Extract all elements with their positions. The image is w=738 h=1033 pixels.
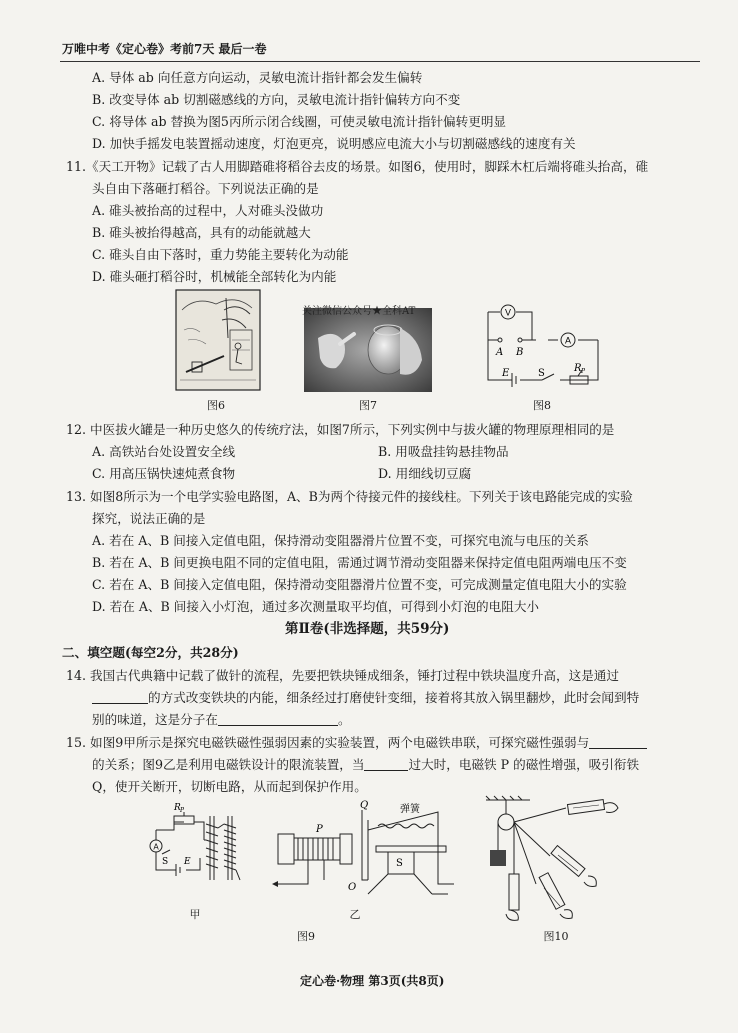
q14-line3-text: 别的味道，这是分子在: [92, 712, 218, 727]
q13-stem-line1: 13. 如图8所示为一个电学实验电路图，A、B为两个待接元件的接线柱。下列关于该电路能完成的实验: [66, 489, 633, 504]
figure-8-circuit: [478, 300, 608, 392]
figure-9a-caption: 甲: [189, 908, 201, 921]
figure-9a-circuit: [140, 800, 250, 890]
q15-line2-text-b: 过大时，电磁铁 P 的磁性增强，吸引衔铁: [408, 757, 640, 772]
figure-7-caption: 图7: [359, 399, 377, 412]
q11-stem-line1: 11.《天工开物》记载了古人用脚踏碓将稻谷去皮的场景。如图6，使用时，脚踩木杠后端将碓头抬高，碓: [66, 159, 649, 174]
q15-line2: [92, 755, 639, 774]
fig9a-label-s: S: [162, 857, 169, 867]
q12-option-b: B. 用吸盘挂钩悬挂物品: [378, 444, 509, 459]
q12-stem: 12. 中医拔火罐是一种历史悠久的传统疗法，如图7所示，下列实例中与拔火罐的物理原理相同的是: [66, 422, 615, 437]
figure-10-caption: 图10: [543, 930, 569, 943]
q13-stem-line2: 探究，说法正确的是: [92, 511, 206, 526]
fig8-label-s: S: [538, 368, 545, 379]
q12-option-a: A. 高铁站台处设置安全线: [92, 444, 236, 459]
part2-title: 第Ⅱ卷(非选择题，共59分): [285, 621, 450, 637]
fig9a-label-e: E: [184, 857, 191, 867]
fig9a-label-rp-sub: P: [180, 807, 185, 814]
q11-option-c: C. 碓头自由下落时，重力势能主要转化为动能: [92, 247, 349, 262]
q14-blank-1[interactable]: [92, 690, 148, 704]
figure-9-caption: 图9: [297, 930, 315, 943]
q13-option-b: B. 若在 A、B 间更换电阻不同的定值电阻，需通过调节滑动变阻器来保持定值电阻两端电压不变: [92, 555, 627, 570]
fig9a-label-rp: R: [174, 803, 181, 813]
q12-option-d: D. 用细线切豆腐: [378, 466, 472, 481]
q10-option-d: D. 加快手摇发电装置摇动速度，灯泡更亮，说明感应电流大小与切割磁感线的速度有关: [92, 136, 576, 151]
figure-8-caption: 图8: [533, 399, 551, 412]
fig8-label-rp: R: [574, 363, 582, 374]
q11-stem-line2: 头自由下落砸打稻谷。下列说法正确的是: [92, 181, 319, 196]
fig8-label-rp-sub: P: [581, 368, 586, 375]
fig9b-label-p: P: [316, 824, 323, 835]
q10-option-b: B. 改变导体 ab 切割磁感线的方向，灵敏电流计指针偏转方向不变: [92, 92, 461, 107]
page-header: 万唯中考《定心卷》考前7天 最后一卷: [62, 42, 267, 56]
q12-option-c: C. 用高压锅快速炖煮食物: [92, 466, 236, 481]
fig9a-label-ammeter: A: [153, 842, 159, 852]
fig8-label-ammeter: A: [564, 335, 572, 346]
q15-line1-text: 15. 如图9甲所示是探究电磁铁磁性强弱因素的实验装置，两个电磁铁串联，可探究磁性强弱与: [66, 735, 590, 750]
fig9b-label-q: Q: [360, 800, 369, 811]
q15-blank-1[interactable]: [589, 735, 647, 749]
header-rule: [60, 61, 700, 62]
q14-line3: [92, 710, 351, 729]
q15-line3: Q，使开关断开，切断电路，从而起到保护作用。: [92, 779, 367, 794]
q13-option-c: C. 若在 A、B 间接入定值电阻，保持滑动变阻器滑片位置不变，可完成测量定值电阻大小的实验: [92, 577, 627, 592]
figure-10-spring-scales: [478, 796, 628, 922]
q10-option-a: A. 导体 ab 向任意方向运动，灵敏电流计指针都会发生偏转: [92, 70, 423, 85]
q13-option-d: D. 若在 A、B 间接入小灯泡，通过多次测量取平均值，可得到小灯泡的电阻大小: [92, 599, 540, 614]
fig9b-label-s: S: [396, 858, 403, 869]
q11-option-b: B. 碓头被抬得越高，具有的动能就越大: [92, 225, 311, 240]
figure-9b-caption: 乙: [349, 908, 361, 921]
q13-option-a: A. 若在 A、B 间接入定值电阻，保持滑动变阻器滑片位置不变，可探究电流与电压的关系: [92, 533, 589, 548]
figure-6-illustration: [176, 290, 260, 390]
q15-line1: [66, 733, 647, 752]
fig8-label-a: A: [496, 347, 504, 358]
q14-line3-end: 。: [337, 712, 351, 727]
fig8-label-e: E: [502, 368, 510, 379]
fig8-label-voltmeter: V: [504, 307, 512, 318]
fig9b-label-spring: 弹簧: [400, 804, 420, 815]
figure-6-caption: 图6: [207, 399, 225, 412]
q14-line1: 14. 我国古代典籍中记载了做针的流程，先要把铁块锤成细条，锤打过程中铁块温度升高，这是通过: [66, 668, 619, 683]
q15-blank-2[interactable]: [364, 757, 408, 771]
q14-blank-2[interactable]: [218, 712, 338, 726]
q11-option-d: D. 碓头砸打稻谷时，机械能全部转化为内能: [92, 269, 337, 284]
section2-heading: 二、填空题(每空2分，共28分): [62, 645, 239, 660]
page-footer: 定心卷·物理 第3页(共8页): [300, 974, 445, 988]
q14-line2: [92, 688, 639, 707]
q15-line2-text-a: 的关系；图9乙是利用电磁铁设计的限流装置，当: [92, 757, 365, 772]
figure-9b-device: [268, 800, 458, 900]
q11-option-a: A. 碓头被抬高的过程中，人对碓头没做功: [92, 203, 324, 218]
figure-7-photo: [304, 308, 432, 392]
q14-line2-text: 的方式改变铁块的内能，细条经过打磨使针变细，接着将其放入锅里翻炒，此时会闻到特: [148, 690, 640, 705]
q10-option-c: C. 将导体 ab 替换为图5丙所示闭合线圈，可使灵敏电流计指针偏转更明显: [92, 114, 507, 129]
fig8-label-b: B: [516, 347, 524, 358]
watermark-text: 关注微信公众号★全科AT: [302, 306, 416, 317]
fig9b-label-o: O: [348, 882, 357, 893]
